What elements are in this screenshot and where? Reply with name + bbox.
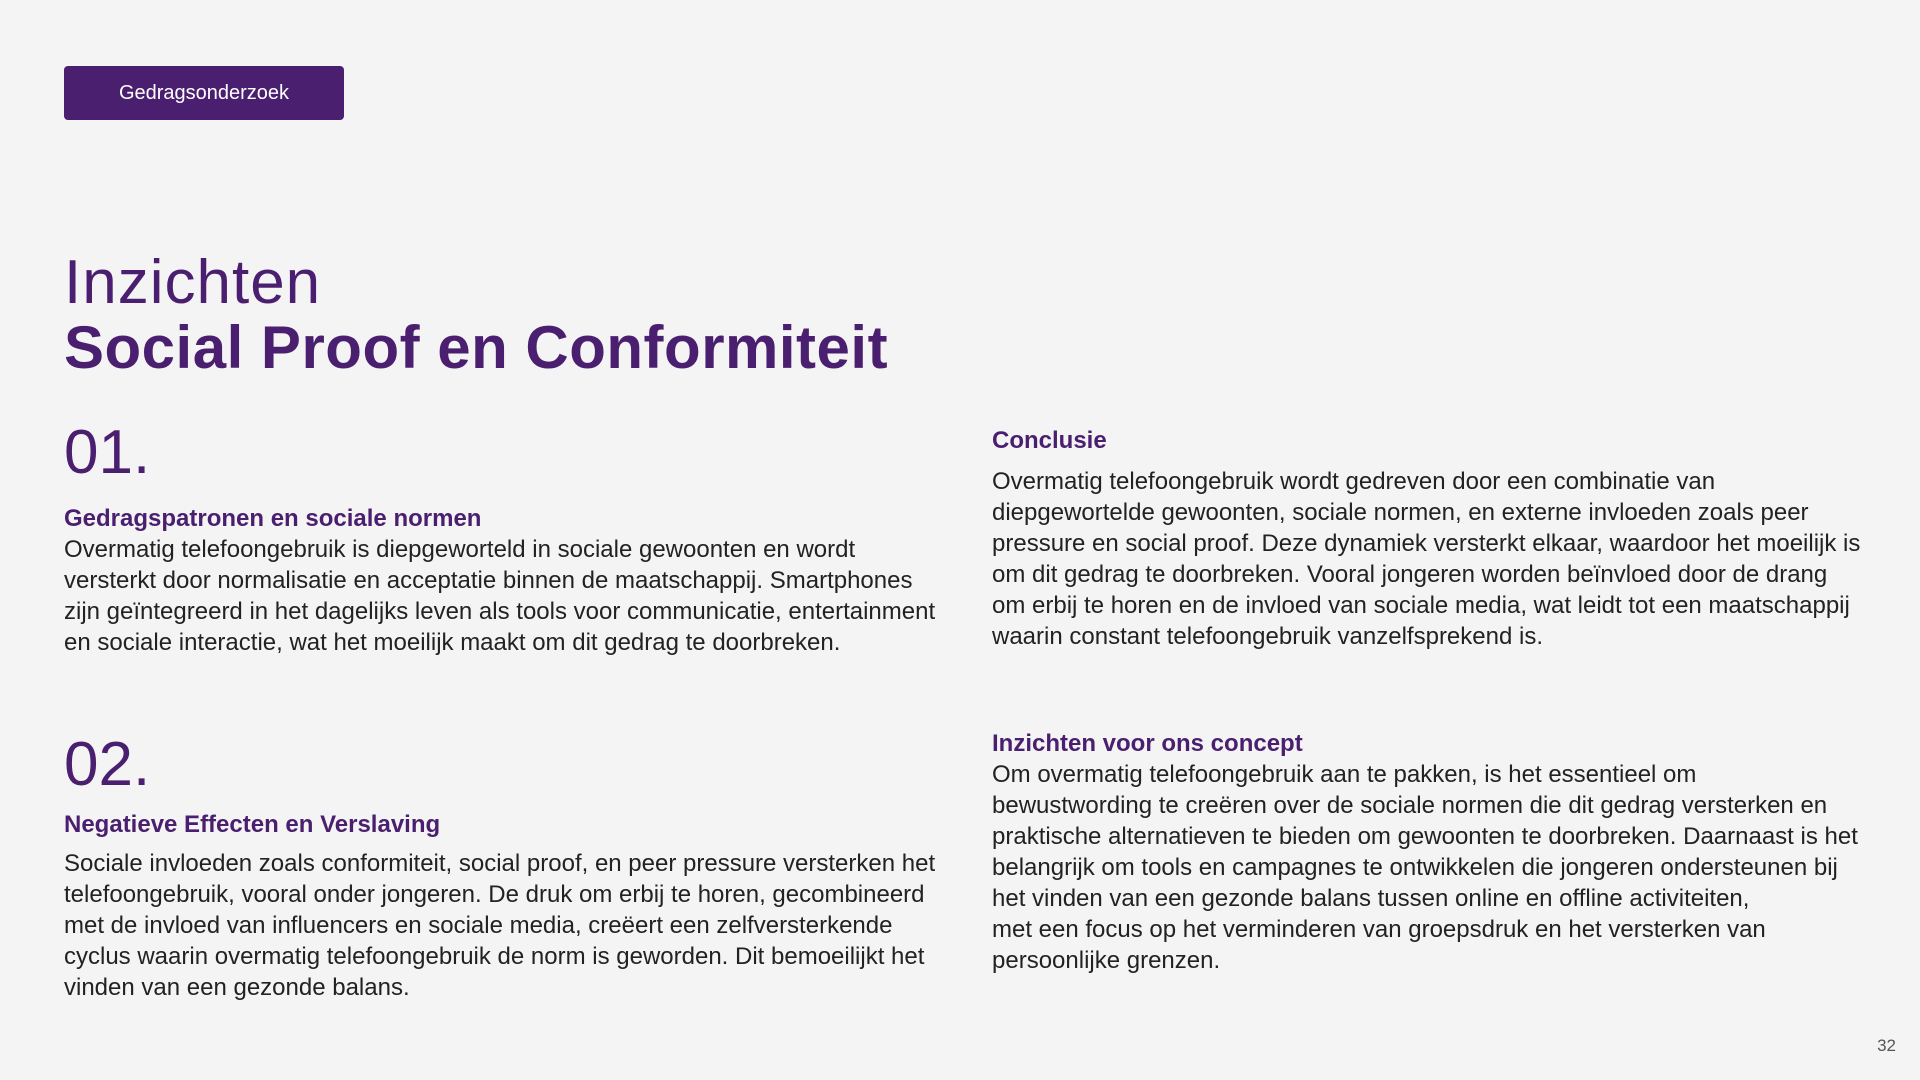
section-number: 02.	[64, 730, 151, 799]
section-body: Overmatig telefoongebruik is diepgeworteld in sociale gewoonten en wordt versterkt door normalisatie en acceptatie binnen de maatschappij. Smartphones zijn geïntegreerd in het dagelijks leven als tools voor communicatie, entertainment en sociale interactie, wat het moeilijk maakt om dit gedrag te doorbreken.	[64, 536, 936, 656]
conclusion-body: Overmatig telefoongebruik wordt gedreven door een combinatie van diepgewortelde gewoonten, sociale normen, en externe invloeden zoals peer pressure en social proof. Deze dynamiek versterkt elkaar, waardoor het moeilijk is om dit gedrag te doorbreken. Vooral jongeren worden beïnvloed door de drang om erbij te horen en de invloed van sociale media, wat leidt tot een maatschappij waarin constant telefoongebruik vanzelfsprekend is.	[992, 468, 1861, 650]
section-01	[64, 420, 944, 658]
conclusion-block	[992, 426, 1862, 652]
title-block	[64, 250, 1064, 380]
concept-body-part2: met een focus op het verminderen van groepsdruk en het versterken van persoonlijke grenzen.	[992, 916, 1766, 974]
section-body: Sociale invloeden zoals conformiteit, social proof, en peer pressure versterken het telefoongebruik, vooral onder jongeren. De druk om erbij te horen, gecombineerd met de invloed van influencers en sociale media, creëert een zelfversterkende cyclus waarin overmatig telefoongebruik de norm is geworden. Dit bemoeilijkt het vinden van een gezonde balans.	[64, 850, 936, 1001]
concept-heading: Inzichten voor ons concept	[992, 730, 1303, 757]
section-heading: Negatieve Effecten en Verslaving	[64, 811, 441, 838]
concept-body-part1: Om overmatig telefoongebruik aan te pakken, is het essentieel om bewustwording te creëren over de sociale normen die dit gedrag versterken en praktische alternatieven te bieden om gewoonten te doorbreken. Daarnaast is het belangrijk om tools en campagnes te ontwikkelen die jongeren ondersteunen bij het vinden van een gezonde balans tussen online en offline activiteiten,	[992, 761, 1858, 912]
concept-block	[992, 729, 1862, 976]
section-number: 01.	[64, 418, 151, 487]
category-badge: Gedragsonderzoek	[64, 66, 344, 120]
page-number: 32	[1877, 1036, 1896, 1055]
section-02	[64, 732, 944, 1003]
section-heading: Gedragspatronen en sociale normen	[64, 505, 482, 532]
title-line-1: Inzichten	[64, 248, 322, 317]
title-line-2: Social Proof en Conformiteit	[64, 314, 889, 381]
conclusion-heading: Conclusie	[992, 427, 1107, 454]
